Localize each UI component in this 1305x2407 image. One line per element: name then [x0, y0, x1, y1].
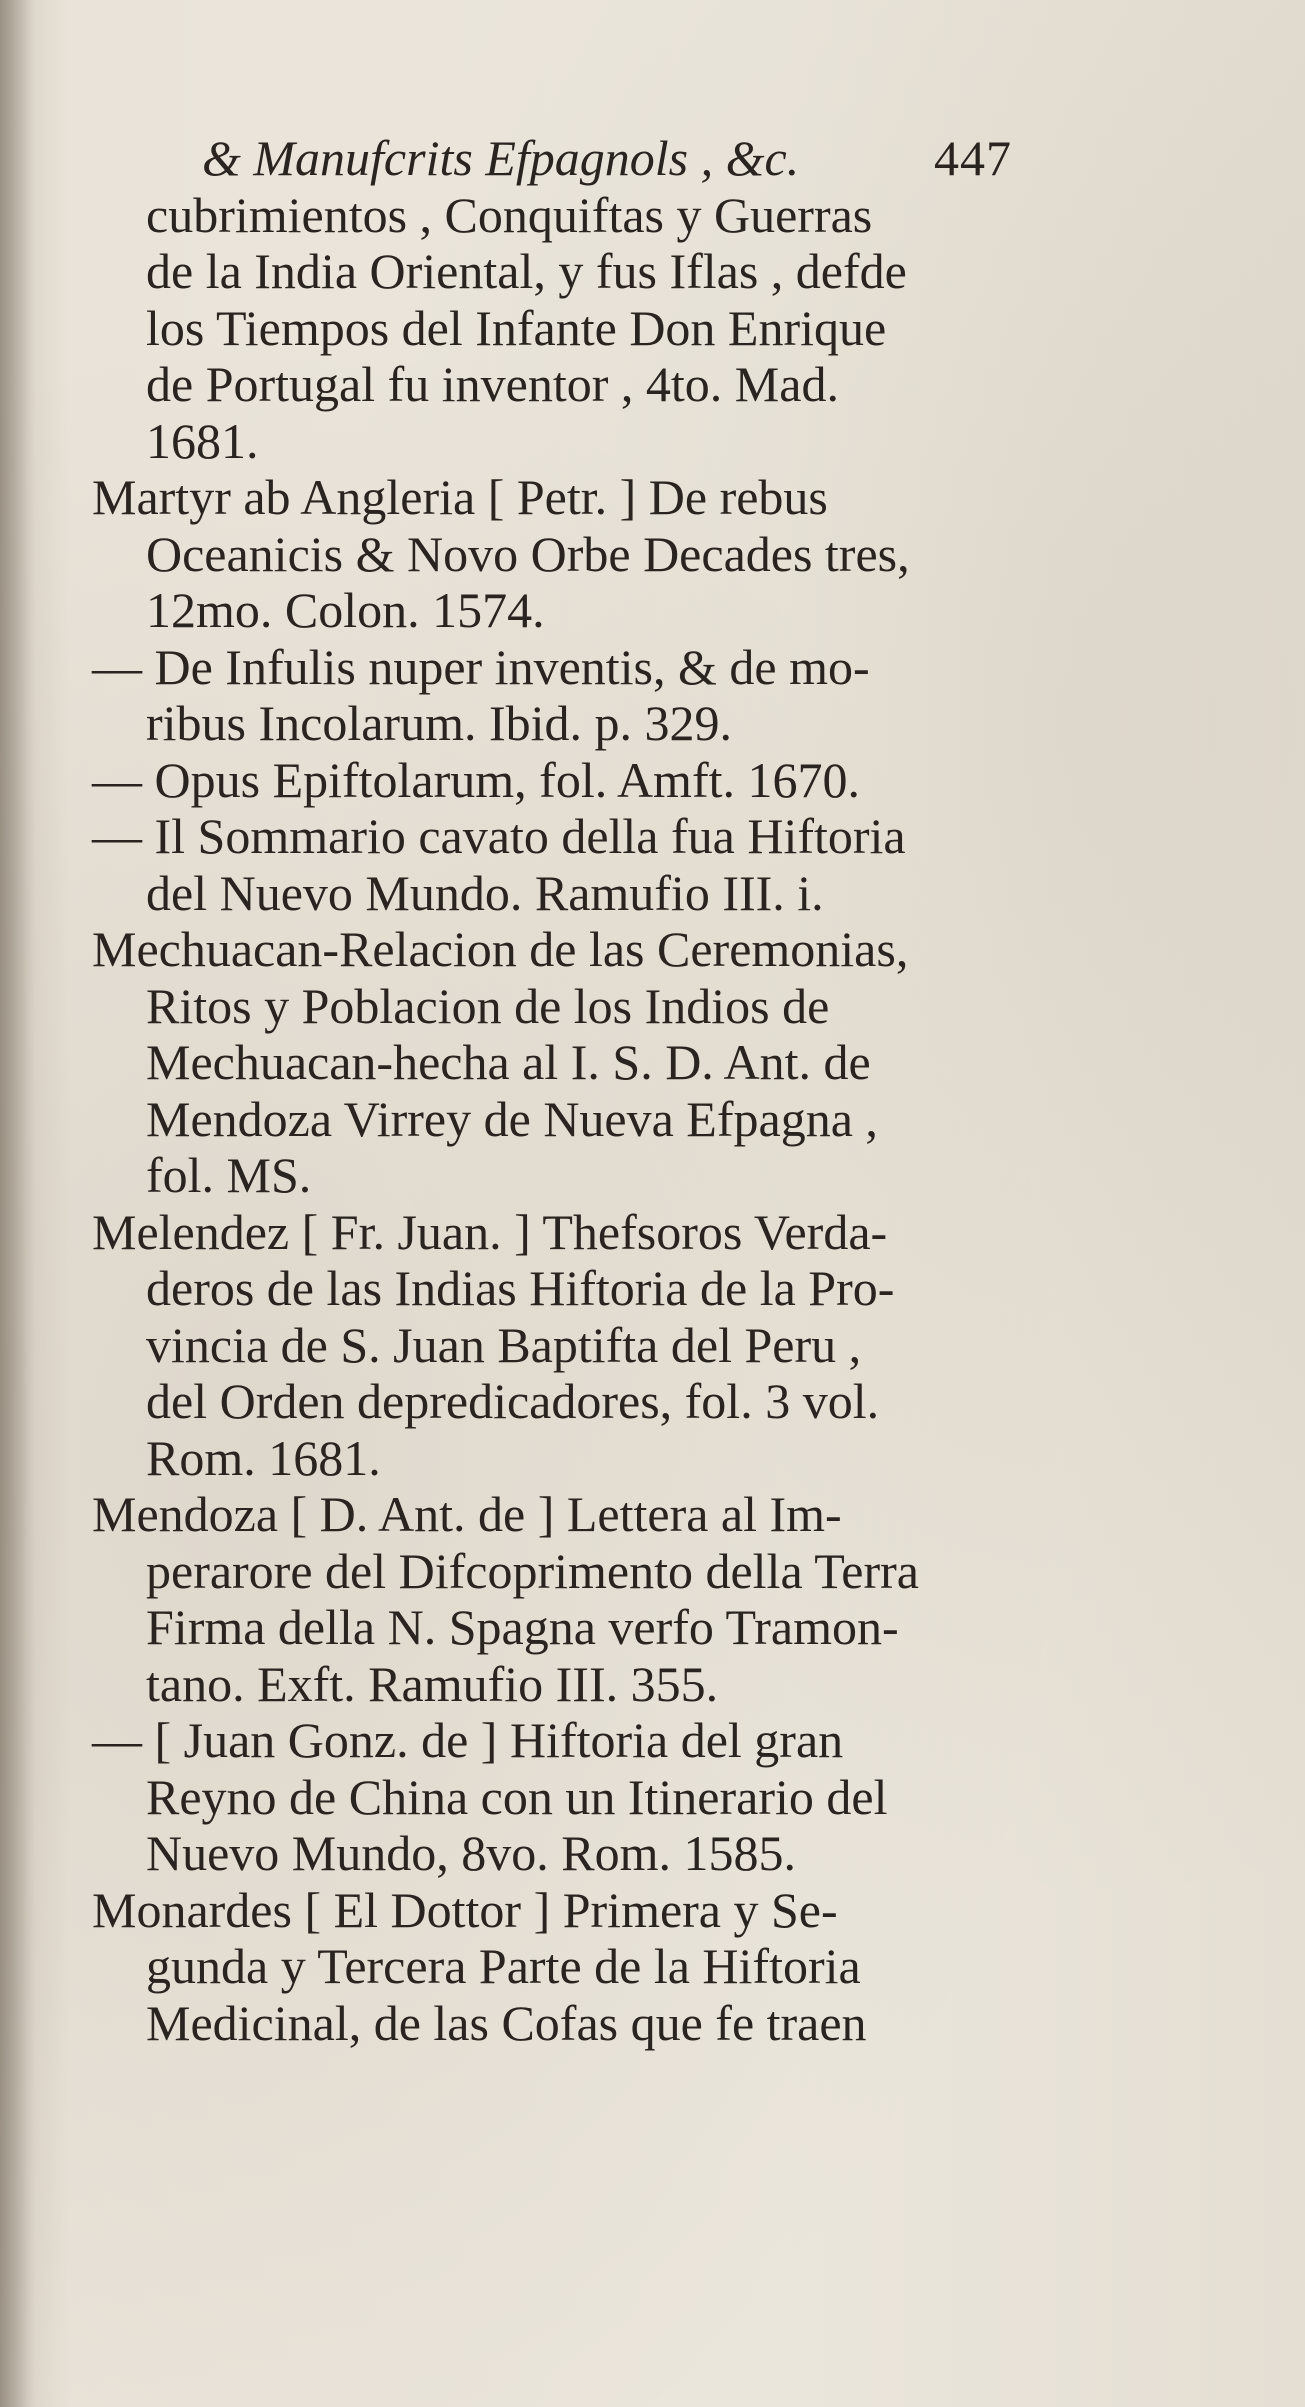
text-line: Oceanicis & Novo Orbe Decades tres,	[146, 525, 910, 582]
running-head	[92, 130, 1012, 187]
entry-heading-line: Mendoza [ D. Ant. de ] Lettera al Im-	[92, 1486, 842, 1542]
text-line: ribus Incolarum. Ibid. p. 329.	[146, 695, 733, 751]
text-line: de Portugal fu inventor , 4to. Mad.	[146, 356, 839, 412]
text-line: 12mo. Colon. 1574.	[146, 582, 545, 638]
text-line: vincia de S. Juan Baptifta del Peru ,	[146, 1316, 862, 1373]
entry-heading-line: — Il Sommario cavato della fua Hiftoria	[92, 808, 906, 864]
text-line: Ritos y Poblacion de los Indios de	[146, 977, 830, 1034]
text-line: Mendoza Virrey de Nueva Efpagna ,	[146, 1090, 878, 1147]
page-text-block	[92, 130, 1012, 2051]
entry-heading-line: Martyr ab Angleria [ Petr. ] De rebus	[92, 469, 828, 525]
text-line: Rom. 1681.	[146, 1429, 381, 1486]
text-line: tano. Exft. Ramufio III. 355.	[146, 1655, 719, 1712]
text-line: deros de las Indias Hiftoria de la Pro-	[146, 1260, 895, 1316]
entry-heading-line: Melendez [ Fr. Juan. ] Thefsoros Verda-	[92, 1203, 888, 1260]
text-line: de la India Oriental, y fus Iflas , defde	[146, 243, 907, 299]
text-line: 1681.	[146, 412, 259, 469]
text-line: Nuevo Mundo, 8vo. Rom. 1585.	[146, 1825, 796, 1881]
text-line: perarore del Difcoprimento della Terra	[146, 1542, 919, 1599]
entry-heading-line: — Opus Epiftolarum, fol. Amft. 1670.	[92, 751, 860, 808]
entry-heading-line: — De Infulis nuper inventis, & de mo-	[92, 638, 870, 695]
text-line: Medicinal, de las Cofas que fe traen	[146, 1994, 867, 2051]
entry-heading-line: Mechuacan-Relacion de las Ceremonias,	[92, 921, 909, 977]
page-gutter-shadow	[0, 0, 36, 2407]
text-line: del Nuevo Mundo. Ramufio III. i.	[146, 864, 824, 921]
text-line: gunda y Tercera Parte de la Hiftoria	[146, 1938, 861, 1994]
page-number: 447	[934, 130, 1012, 186]
text-line: Mechuacan-hecha al I. S. D. Ant. de	[146, 1034, 871, 1090]
entry-heading-line: Monardes [ El Dottor ] Primera y Se-	[92, 1881, 838, 1938]
text-line: los Tiempos del Infante Don Enrique	[146, 299, 887, 356]
text-line: Firma della N. Spagna verfo Tramon-	[146, 1599, 899, 1655]
running-title: & Manufcrits Efpagnols , &c.	[202, 130, 800, 186]
text-line: fol. MS.	[146, 1147, 312, 1203]
text-line: cubrimientos , Conquiftas y Guerras	[146, 186, 873, 243]
text-line: Reyno de China con un Itinerario del	[146, 1768, 888, 1825]
entry-heading-line: — [ Juan Gonz. de ] Hiftoria del gran	[92, 1712, 844, 1768]
text-line: del Orden depredicadores, fol. 3 vol.	[146, 1373, 880, 1429]
